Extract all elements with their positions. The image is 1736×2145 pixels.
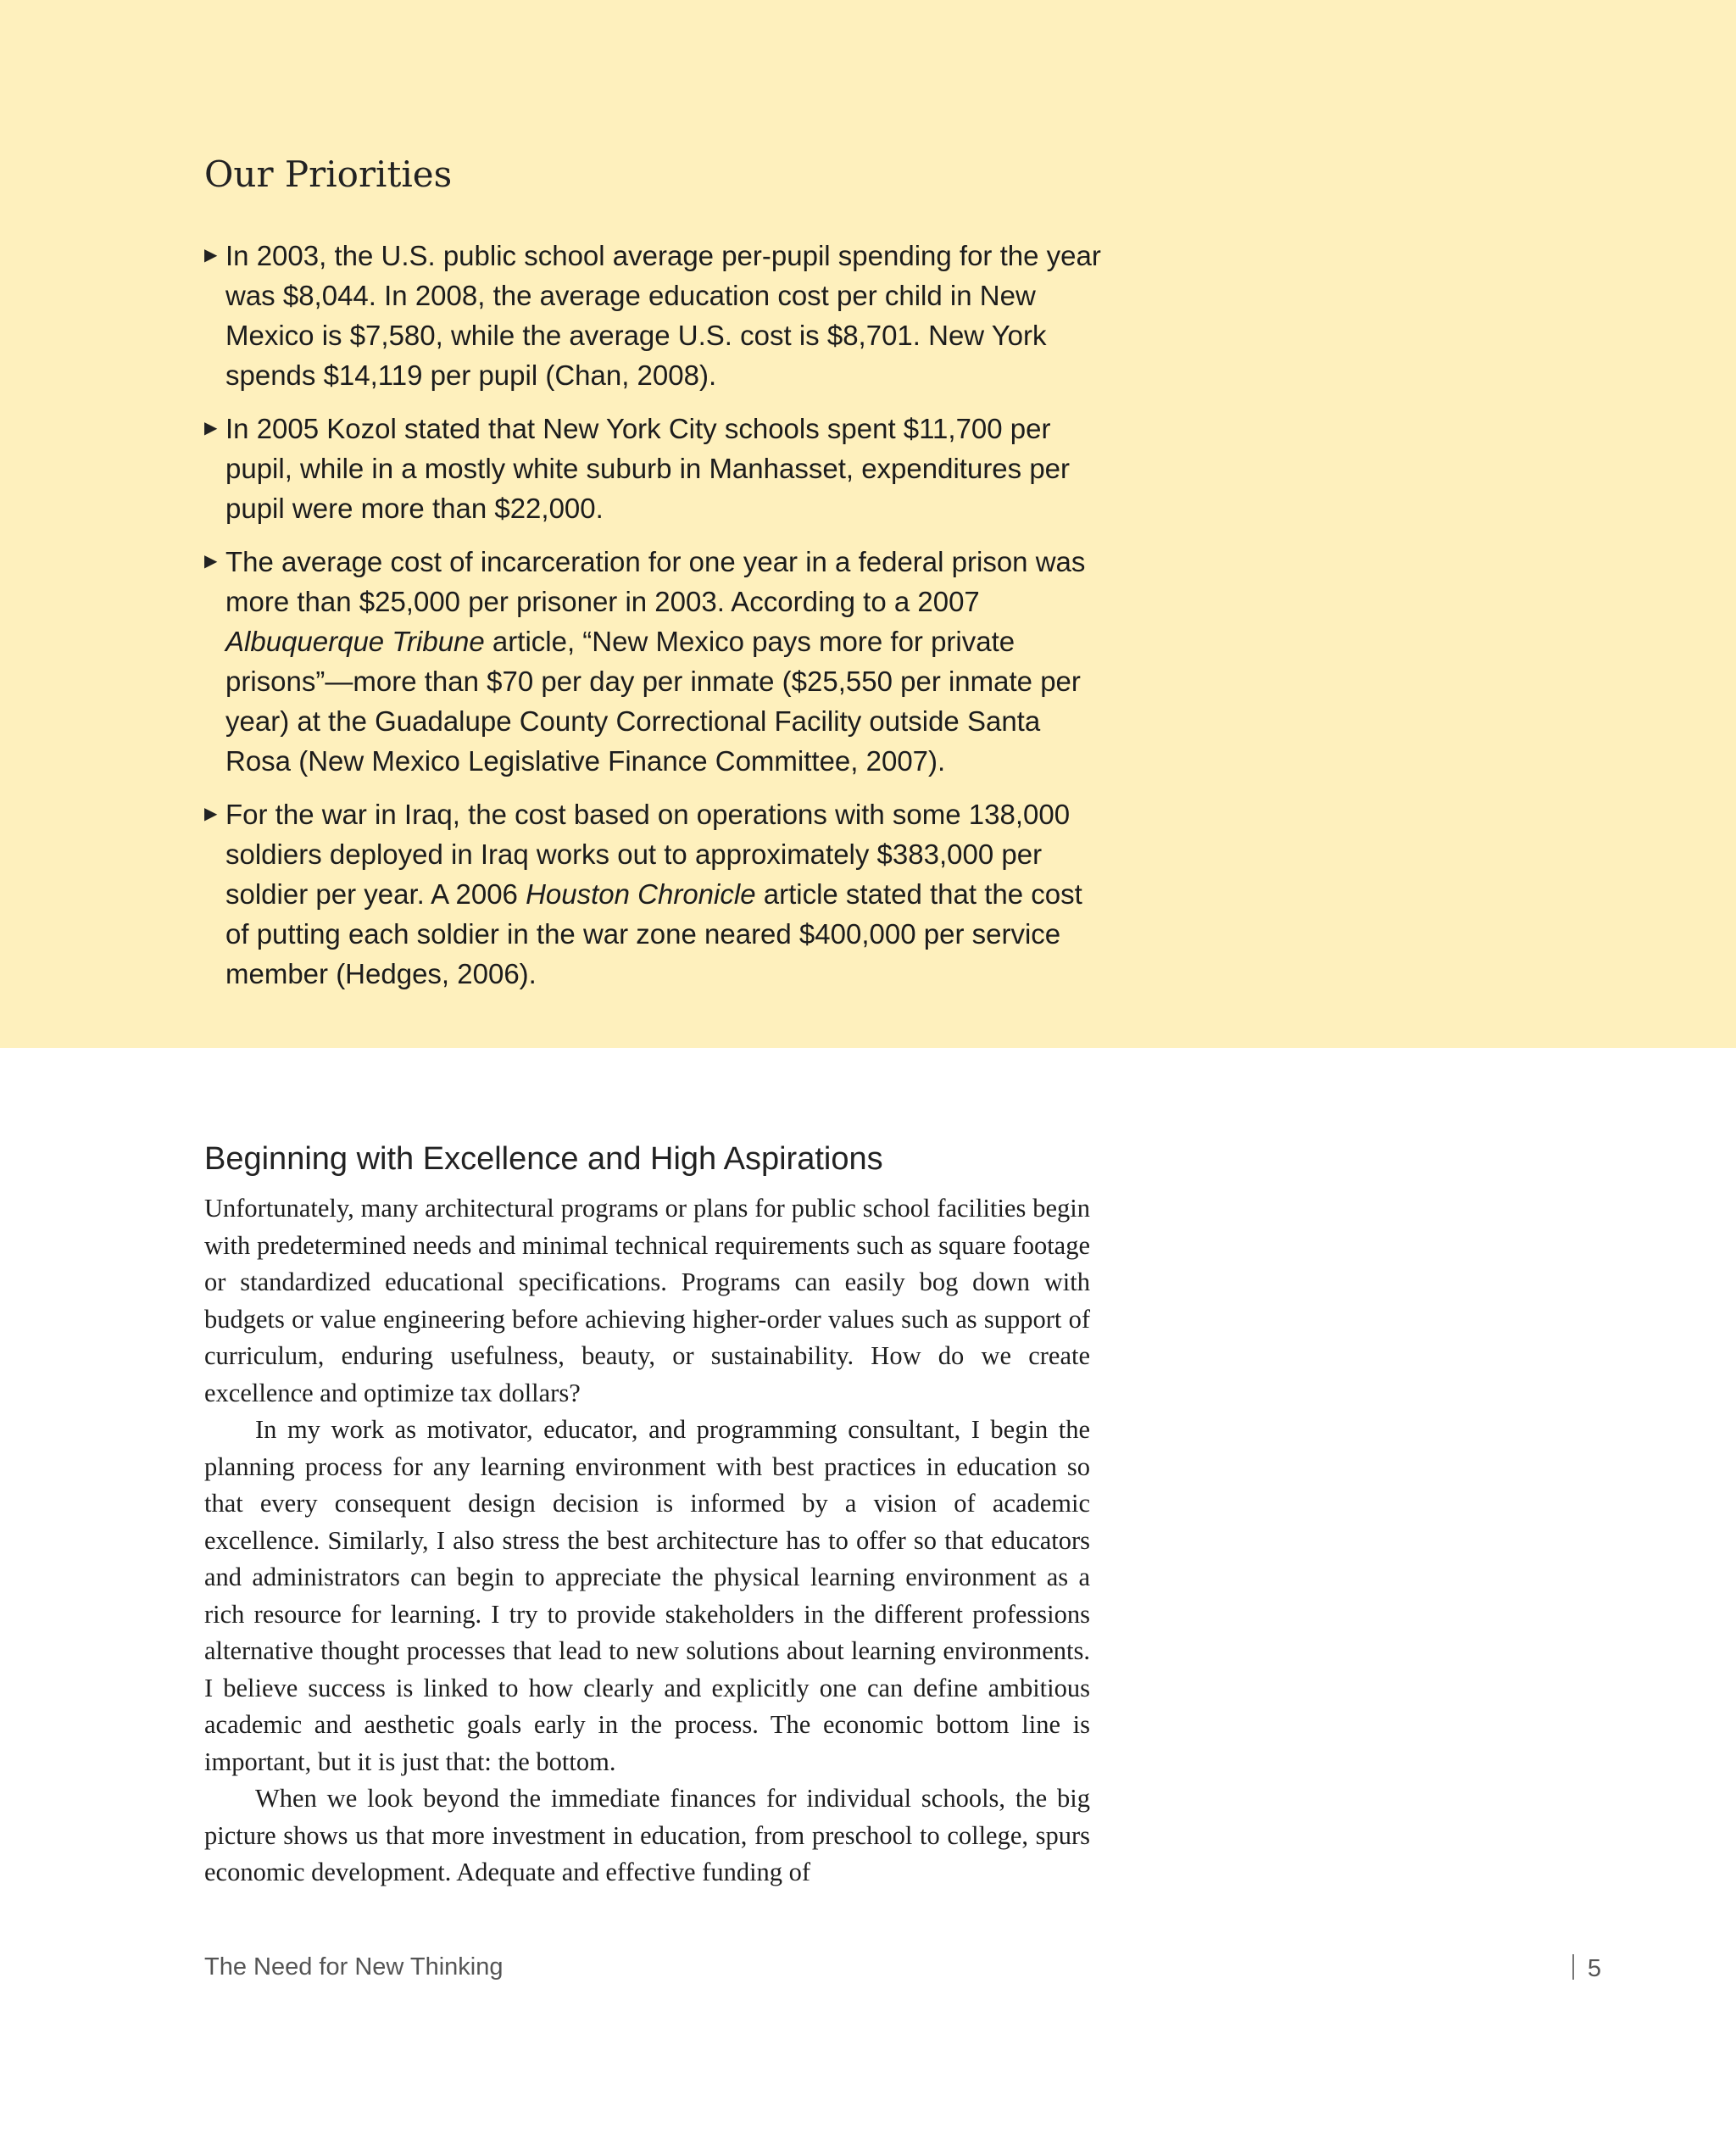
publication-title: Albuquerque Tribune <box>225 626 485 657</box>
bullet-text-continued: article, “New Mexico pays more for private prisons”—more than $70 per day per inmate ($25,550 per inmate per year) at the Guadalupe County Correctional Facility outside Santa Rosa (New Mexico Legislative Finance Committee, 2007). <box>225 626 1081 777</box>
running-footer-title: The Need for New Thinking <box>204 1953 504 1981</box>
bullet-text: In 2005 Kozol stated that New York City schools spent $11,700 per pupil, while in a mostly white suburb in Manhasset, expenditures per pupil were more than $22,000. <box>225 413 1071 524</box>
bullet-text: The average cost of incarceration for one year in a federal prison was more than $25,000 per prisoner in 2003. According to a 2007 <box>225 546 1086 617</box>
section-heading: Beginning with Excellence and High Aspirations <box>204 1141 883 1177</box>
triangle-bullet-icon: ▶ <box>204 805 218 823</box>
priorities-list <box>204 236 1104 1007</box>
list-item <box>204 409 1104 528</box>
bullet-text: In 2003, the U.S. public school average per-pupil spending for the year was $8,044. In 2008, the average education cost per child in New Mexico is $7,580, while the average U.S. cost is $8,701. New York spends $14,119 per pupil (Chan, 2008). <box>225 240 1101 391</box>
list-item <box>204 794 1104 994</box>
list-item <box>204 236 1104 395</box>
triangle-bullet-icon: ▶ <box>204 246 218 265</box>
bullet-text-continued: article stated that the cost of putting each soldier in the war zone neared $400,000 per service member (Hedges, 2006). <box>225 878 1082 989</box>
page-divider <box>1572 1954 1574 1980</box>
body-paragraph: Unfortunately, many architectural programs or plans for public school facilities begin with predetermined needs and minimal technical requirements such as square footage or standardized educational specifications. Programs can easily bog down with budgets or value engineering before achieving higher-order values such as support of curriculum, enduring usefulness, beauty, or sustainability. How do we create excellence and optimize tax dollars? <box>204 1194 1090 1407</box>
article-section <box>204 1136 1090 1892</box>
sidebar-title: Our Priorities <box>204 153 453 195</box>
list-item <box>204 542 1104 781</box>
body-paragraph: In my work as motivator, educator, and programming consultant, I begin the planning process for any learning environment with best practices in education so that every consequent design decision is informed by a vision of academic excellence. Similarly, I also stress the best architecture has to offer so that educators and administrators can begin to appreciate the physical learning environment as a rich resource for learning. I try to provide stakeholders in the different professions alternative thought processes that lead to new solutions about learning environments. I believe success is linked to how clearly and explicitly one can define ambitious academic and aesthetic goals early in the process. The economic bottom line is important, but it is just that: the bottom. <box>204 1415 1090 1776</box>
triangle-bullet-icon: ▶ <box>204 552 218 571</box>
triangle-bullet-icon: ▶ <box>204 419 218 437</box>
bullet-text: For the war in Iraq, the cost based on operations with some 138,000 soldiers deployed in Iraq works out to approximately $383,000 per soldier per year. A 2006 <box>225 799 1071 910</box>
page-number: 5 <box>1587 1955 1601 1982</box>
publication-title: Houston Chronicle <box>526 878 756 910</box>
page-number-block <box>1572 1952 1601 1986</box>
body-paragraph: When we look beyond the immediate finances for individual schools, the big picture shows us that more investment in education, from preschool to college, spurs economic development. Adequate and effective funding of <box>204 1784 1090 1886</box>
